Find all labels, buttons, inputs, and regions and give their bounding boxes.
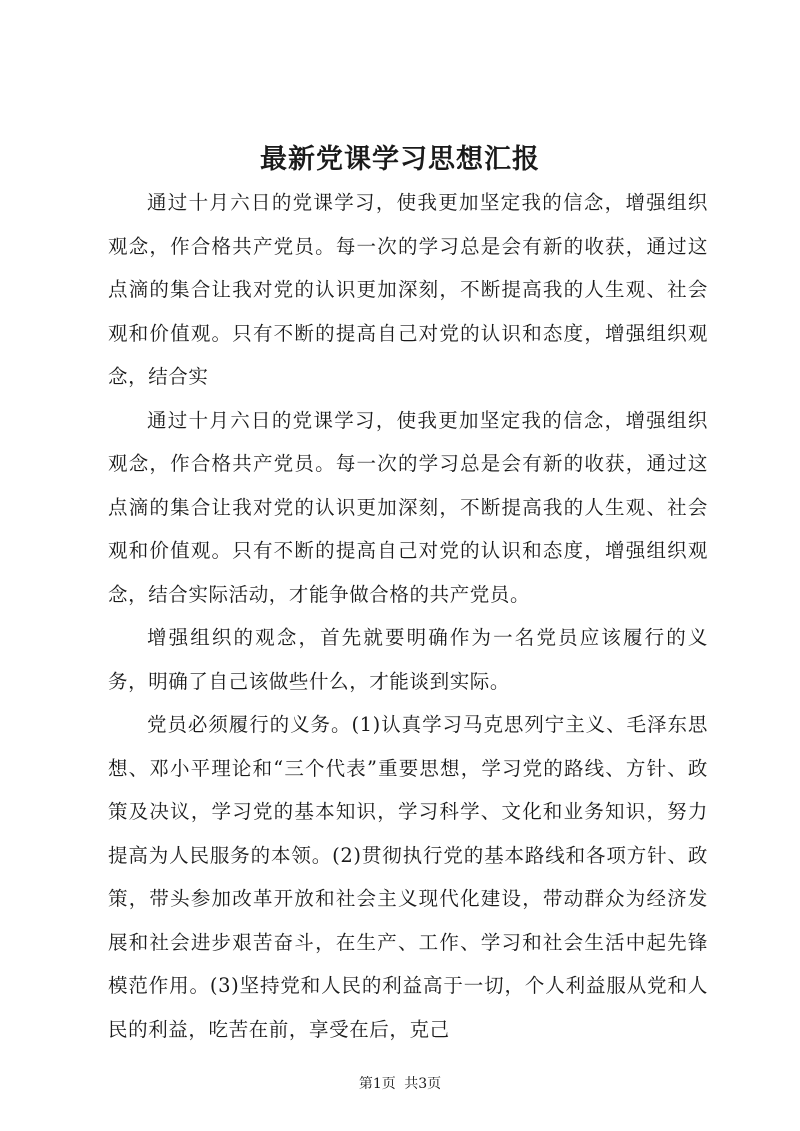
document-title: 最新党课学习思想汇报 [260,144,540,175]
page-number: 第1页 [358,1076,396,1092]
page-footer [0,1074,800,1094]
page-total: 共3页 [404,1076,442,1092]
paragraph-2: 通过十月六日的党课学习，使我更加坚定我的信念，增强组织观念，作合格共产党员。每一次的学习总是会有新的收获，通过这点滴的集合让我对党的认识更加深刻，不断提高我的人生观、社会观和价值观。只有不断的提高自己对党的认识和态度，增强组织观念，结合实际活动，才能争做合格的共产党员。 [108,408,708,606]
paragraph-3: 增强组织的观念，首先就要明确作为一名党员应该履行的义务，明确了自己该做些什么，才能谈到实际。 [108,626,708,693]
document-body [108,181,708,1051]
paragraph-4: 党员必须履行的义务。(1)认真学习马克思列宁主义、毛泽东思想、邓小平理论和“三个代表”重要思想，学习党的路线、方针、政策及决议，学习党的基本知识，学习科学、文化和业务知识，努力提高为人民服务的本领。(2)贯彻执行党的基本路线和各项方针、政策，带头参加改革开放和社会主义现代化建设，带动群众为经济发展和社会进步艰苦奋斗，在生产、工作、学习和社会生活中起先锋模范作用。(3)坚持党和人民的利益高于一切，个人利益服从党和人民的利益，吃苦在前，享受在后，克己 [108,713,708,1041]
paragraph-1: 通过十月六日的党课学习，使我更加坚定我的信念，增强组织观念，作合格共产党员。每一次的学习总是会有新的收获，通过这点滴的集合让我对党的认识更加深刻，不断提高我的人生观、社会观和价值观。只有不断的提高自己对党的认识和态度，增强组织观念，结合实 [108,191,708,388]
